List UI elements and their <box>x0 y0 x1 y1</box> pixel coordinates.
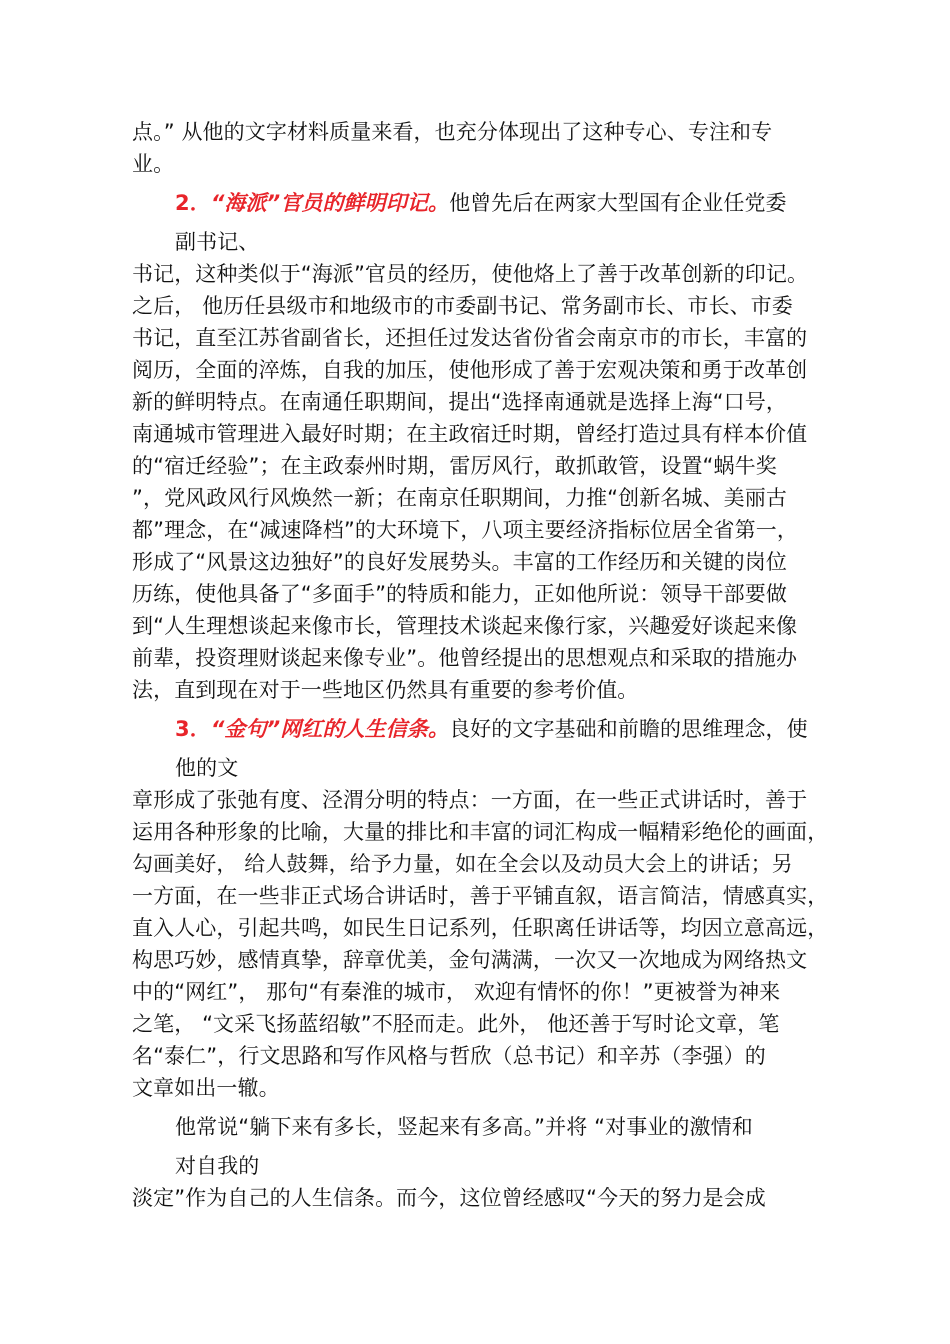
text-line-18: 法，直到现在对于一些地区仍然具有重要的参考价值。 <box>132 678 639 702</box>
text-line-20: 他的文 <box>175 756 239 780</box>
section-3-number: 3． <box>175 717 211 741</box>
text-line-9: 新的鲜明特点。在南通任职期间，提出“选择南通就是选择上海“口号， <box>132 390 787 414</box>
text-line-25: 直入人心，引起共鸣，如民生日记系列，任职离任讲话等，均因立意高远， <box>132 916 829 940</box>
section-3-lead-text: 良好的文字基础和前瞻的思维理念，使 <box>449 717 808 741</box>
text-line-17: 前辈，投资理财谈起来像专业”。他曾经提出的思想观点和采取的措施办 <box>132 646 798 670</box>
section-2-heading-line <box>175 187 787 219</box>
section-2-title: “海派”官员的鲜明印记。 <box>210 191 450 215</box>
section-2-number: 2． <box>175 191 211 215</box>
text-line-16: 到“人生理想谈起来像市长，管理技术谈起来像行家，兴趣爱好谈起来像 <box>132 614 798 638</box>
section-2-lead-text: 他曾先后在两家大型国有企业任党委 <box>449 191 787 215</box>
text-line-2: 业。 <box>132 152 175 176</box>
text-line-7: 书记，直至江苏省副省长，还担任过发达省份省会南京市的市长，丰富的 <box>132 326 808 350</box>
text-line-24: 一方面，在一些非正式场合讲话时，善于平铺直叙，语言简洁，情感真实， <box>132 884 829 908</box>
text-line-1: 点。” 从他的文字材料质量来看，也充分体现出了这种专心、专注和专 <box>132 120 773 144</box>
text-line-6: 之后， 他历任县级市和地级市的市委副书记、常务副市长、市长、市委 <box>132 294 793 318</box>
text-line-15: 历练，使他具备了“多面手”的特质和能力，正如他所说：领导干部要做 <box>132 582 787 606</box>
text-line-13: 都”理念，在“减速降档”的大环境下，八项主要经济指标位居全省第一， <box>132 518 798 542</box>
text-line-10: 南通城市管理进入最好时期；在主政宿迁时期，曾经打造过具有样本价值 <box>132 422 808 446</box>
text-line-26: 构思巧妙，感情真挚，辞章优美，金句满满，一次又一次地成为网络热文 <box>132 948 808 972</box>
section-3-heading-line <box>175 713 808 745</box>
text-line-32: 对自我的 <box>175 1154 260 1178</box>
text-line-27: 中的“网红”， 那句“有秦淮的城市， 欢迎有情怀的你！”更被誉为神来 <box>132 980 781 1004</box>
text-line-12: ”，党风政风行风焕然一新；在南京任职期间，力推“创新名城、美丽古 <box>132 486 787 510</box>
text-line-33: 淡定”作为自己的人生信条。而今，这位曾经感叹“今天的努力是会成 <box>132 1186 766 1210</box>
text-line-5: 书记，这种类似于“海派”官员的经历，使他烙上了善于改革创新的印记。 <box>132 262 809 286</box>
text-line-22: 运用各种形象的比喻，大量的排比和丰富的词汇构成一幅精彩绝伦的画面， <box>132 820 829 844</box>
text-line-30: 文章如出一辙。 <box>132 1076 280 1100</box>
section-3-title: “金句”网红的人生信条。 <box>210 717 450 741</box>
text-line-29: 名“泰仁”，行文思路和写作风格与哲欣（总书记）和辛苏（李强）的 <box>132 1044 766 1068</box>
text-line-4: 副书记、 <box>175 230 260 254</box>
text-line-21: 章形成了张弛有度、泾渭分明的特点：一方面，在一些正式讲话时，善于 <box>132 788 808 812</box>
text-line-23: 勾画美好， 给人鼓舞，给予力量，如在全会以及动员大会上的讲话；另 <box>132 852 793 876</box>
text-line-14: 形成了“风景这边独好”的良好发展势头。丰富的工作经历和关键的岗位 <box>132 550 787 574</box>
text-line-8: 阅历，全面的淬炼，自我的加压，使他形成了善于宏观决策和勇于改革创 <box>132 358 808 382</box>
text-line-31: 他常说“躺下来有多长，竖起来有多高。”并将 “对事业的激情和 <box>175 1115 753 1139</box>
text-line-11: 的“宿迁经验”；在主政泰州时期，雷厉风行，敢抓敢管，设置“蜗牛奖 <box>132 454 777 478</box>
text-line-28: 之笔， “文采飞扬蓝绍敏”不胫而走。此外， 他还善于写时论文章，笔 <box>132 1012 780 1036</box>
